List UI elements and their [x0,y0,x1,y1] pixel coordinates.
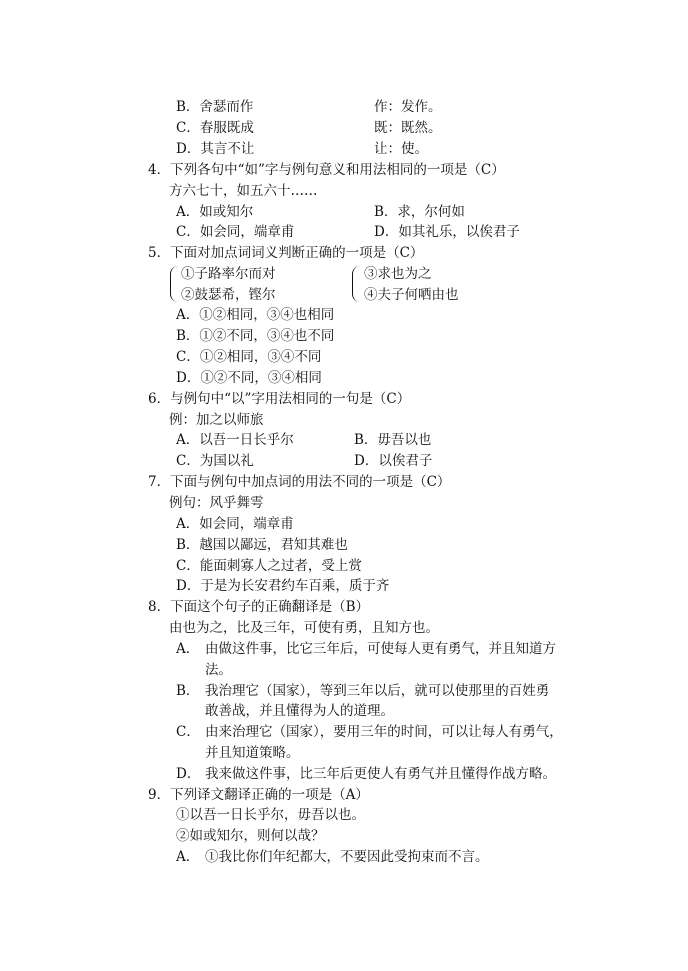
q5-option-d: D．①②不同，③④相同 [176,370,322,386]
q8-option-c-line-2: 并且知道策略。 [205,745,300,761]
q3-option-b: B．舍瑟而作 [176,99,254,115]
q8-stem: 8．下面这个句子的正确翻译是（B） [148,599,370,615]
left-brace-icon [170,266,178,302]
q6-option-b: B．毋吾以也 [354,432,432,448]
q5-option-a: A．①②相同，③④也相同 [176,307,335,323]
q4-option-b: B．求，尔何如 [374,204,465,220]
q7-example: 例句：风乎舞雩 [169,495,264,511]
q8-option-d-line-1: 我来做这件事，比三年后更使人有勇气并且懂得作战方略。 [205,766,556,782]
q7-option-d: D．于是为长安君约车百乘，质于齐 [176,578,390,594]
q6-option-d: D．以俟君子 [354,453,433,469]
q4-stem: 4．下列各句中“如”字与例句意义和用法相同的一项是（C） [148,162,505,178]
q7-option-c: C．能面刺寡人之过者，受上赏 [176,558,362,574]
q4-option-d: D．如其礼乐，以俟君子 [374,224,520,240]
q6-option-a: A．以吾一日长乎尔 [176,432,294,448]
q3-option-b-note: 作：发作。 [374,99,442,115]
q5-stem: 5．下面对加点词词义判断正确的一项是（C） [148,245,424,261]
q9-option-a-line-1: ①我比你们年纪都大，不要因此受拘束而不言。 [205,849,489,865]
q5-sentence-2: ②鼓瑟希，铿尔 [181,287,276,303]
q8-option-c-line-1: 由来治理它（国家），要用三年的时间，可以让每人有勇气， [205,724,563,740]
q8-option-b-line-2: 敢善战，并且懂得为人的道理。 [205,703,394,719]
q8-option-d-label: D． [176,766,201,782]
q3-option-d-note: 让：使。 [374,141,428,157]
q6-stem: 6．与例句中“以”字用法相同的一句是（C） [148,391,411,407]
q5-option-b: B．①②不同，③④也不同 [176,328,335,344]
q3-option-d: D．其言不让 [176,141,255,157]
q8-sentence: 由也为之，比及三年，可使有勇，且知方也。 [169,620,439,636]
q6-example: 例：加之以师旅 [169,412,264,428]
q7-option-a: A．如会同，端章甫 [176,516,294,532]
q3-option-c-note: 既：既然。 [374,120,442,136]
right-brace-icon [352,266,360,302]
q9-sentence-1: ①以吾一日长乎尔，毋吾以也。 [176,807,365,823]
q8-option-a-line-2: 法。 [205,662,232,678]
q9-stem: 9．下列译文翻译正确的一项是（A） [148,787,369,803]
q7-option-b: B．越国以鄙远，君知其难也 [176,537,348,553]
q5-sentence-3: ③求也为之 [364,266,432,282]
q8-option-b-label: B． [176,683,200,699]
q4-example: 方六七十，如五六十…… [169,183,318,199]
q6-option-c: C．为国以礼 [176,453,254,469]
q5-option-c: C．①②相同，③④不同 [176,349,322,365]
q8-option-b-line-1: 我治理它（国家），等到三年以后，就可以使那里的百姓勇 [205,683,550,699]
q9-option-a-label: A． [176,849,200,865]
q8-option-c-label: C． [176,724,200,740]
q4-option-a: A．如或知尔 [176,204,254,220]
q4-option-c: C．如会同，端章甫 [176,224,295,240]
q5-sentence-4: ④夫子何哂由也 [364,287,459,303]
q7-stem: 7．下面与例句中加点词的用法不同的一项是（C） [148,474,451,490]
q5-sentence-1: ①子路率尔而对 [181,266,276,282]
q8-option-a-line-1: 由做这件事，比它三年后，可使每人更有勇气，并且知道方 [205,641,556,657]
q9-sentence-2: ②如或知尔，则何以哉？ [176,828,325,844]
q8-option-a-label: A． [176,641,200,657]
q3-option-c: C．春服既成 [176,120,254,136]
